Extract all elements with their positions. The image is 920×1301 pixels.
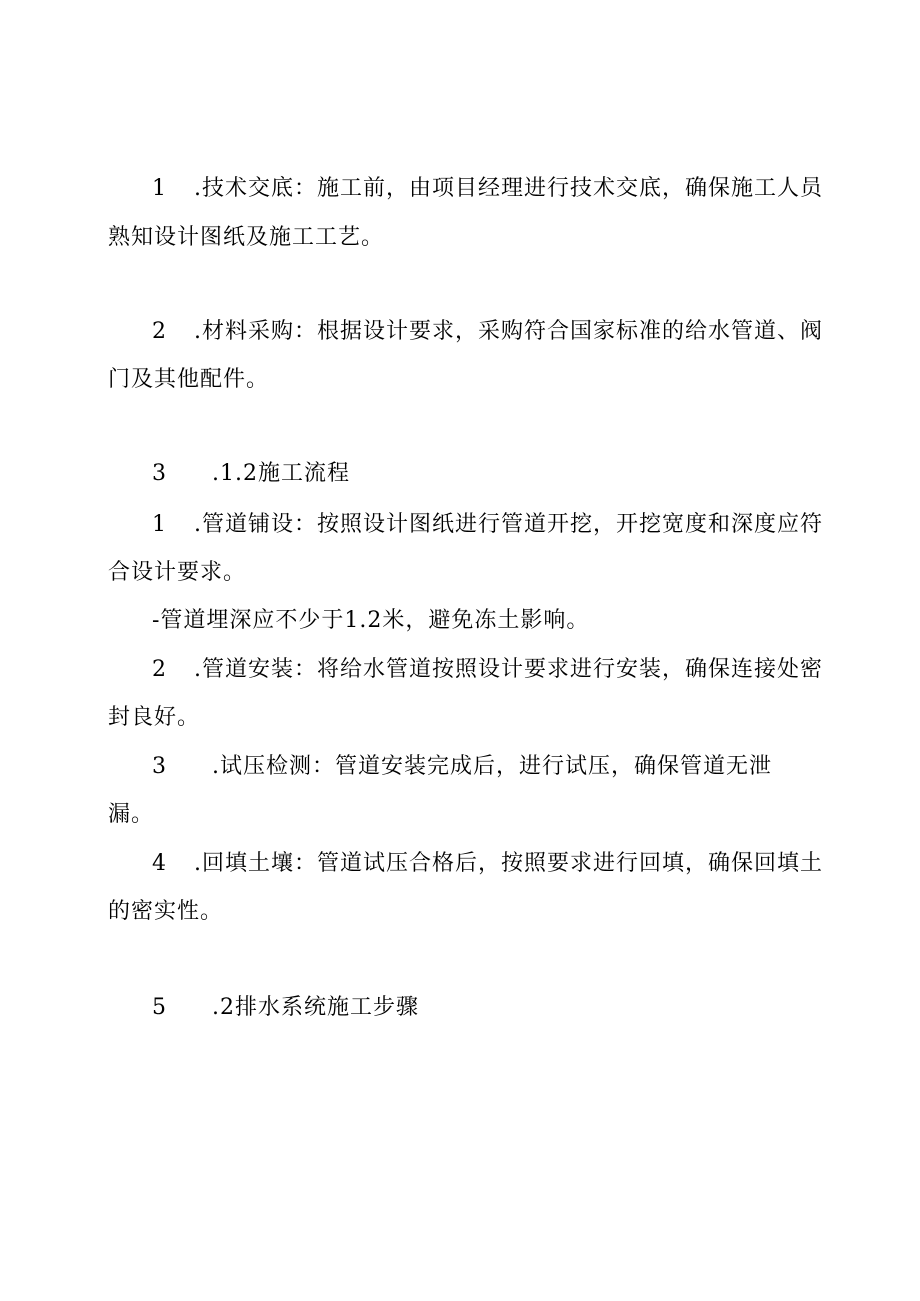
heading-text: .2排水系统施工步骤 — [212, 995, 419, 1020]
section-heading-construction-flow — [152, 459, 872, 489]
step-1-line-1 — [152, 510, 872, 540]
paragraph-text: .试压检测：管道安装完成后，进行试压，确保管道无泄 — [212, 754, 772, 779]
step-4-line-1 — [152, 849, 872, 879]
heading-text: .1.2施工流程 — [212, 461, 350, 486]
paragraph-text: .技术交底：施工前，由项目经理进行技术交底，确保施工人员 — [194, 176, 823, 201]
paragraph-1-line-2: 熟知设计图纸及施工工艺。 — [108, 225, 385, 250]
section-heading-drainage-steps — [152, 993, 872, 1023]
paragraph-2-line-2: 门及其他配件。 — [108, 367, 270, 392]
bullet-line: -管道埋深应不少于1.2米，避免冻土影响。 — [152, 608, 590, 633]
step-1-line-2: 合设计要求。 — [108, 560, 247, 585]
step-3-line-2: 漏。 — [108, 802, 155, 827]
item-number: 5 — [152, 995, 167, 1020]
item-number: 2 — [152, 657, 167, 682]
item-number: 1 — [152, 512, 167, 537]
step-4-line-2: 的密实性。 — [108, 899, 224, 924]
item-number: 1 — [152, 176, 167, 201]
item-number: 2 — [152, 319, 167, 344]
step-2-line-1 — [152, 655, 872, 685]
item-number: 3 — [152, 754, 167, 779]
paragraph-2-line-1 — [152, 317, 872, 347]
paragraph-text: .材料采购：根据设计要求，采购符合国家标准的给水管道、阀 — [194, 319, 823, 344]
step-3-line-1 — [152, 752, 872, 782]
item-number: 4 — [152, 851, 167, 876]
paragraph-1-line-1 — [152, 174, 872, 204]
paragraph-text: .管道铺设：按照设计图纸进行管道开挖，开挖宽度和深度应符 — [194, 512, 823, 537]
step-2-line-2: 封良好。 — [108, 705, 201, 730]
paragraph-text: .回填土壤：管道试压合格后，按照要求进行回填，确保回填土 — [194, 851, 823, 876]
item-number: 3 — [152, 461, 167, 486]
paragraph-text: .管道安装：将给水管道按照设计要求进行安装，确保连接处密 — [194, 657, 823, 682]
